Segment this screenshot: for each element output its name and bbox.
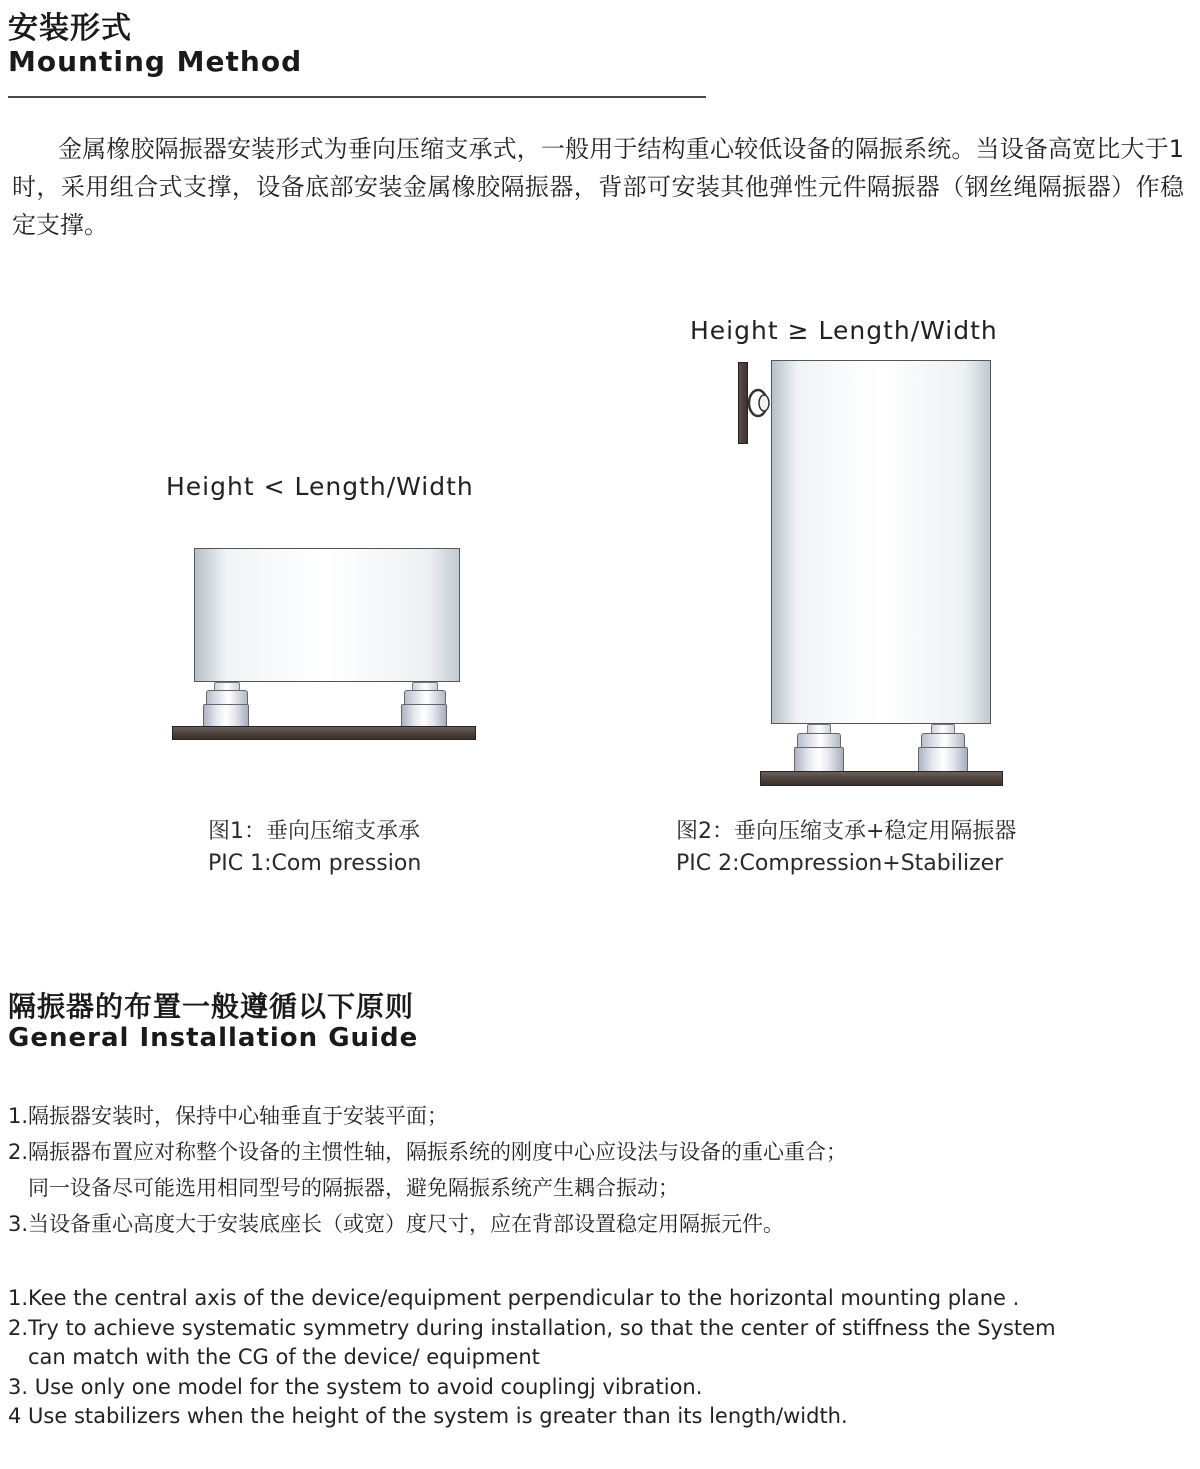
list-item: 3. Use only one model for the system to avoid couplingj vibration. — [8, 1374, 703, 1399]
guide-title-zh: 隔振器的布置一般遵循以下原则 — [8, 990, 415, 1023]
figure1-label: Height < Length/Width — [166, 472, 474, 501]
figure2-caption — [676, 816, 1016, 880]
list-item: 同一设备尽可能选用相同型号的隔振器，避免隔振系统产生耦合振动； — [28, 1176, 679, 1200]
figure1-caption-zh: 图1：垂向压缩支承承 — [208, 819, 420, 844]
equipment-box — [194, 548, 460, 682]
isolator-right-top — [921, 733, 965, 748]
list-item: 2.Try to achieve systematic symmetry during installation, so that the center of stiffness the System — [8, 1315, 1056, 1340]
section-title-zh: 安装形式 — [8, 11, 132, 46]
isolator-right — [918, 747, 968, 773]
figure2-caption-en: PIC 2:Compression+Stabilizer — [676, 851, 1004, 876]
isolator-left-top — [797, 733, 841, 748]
list-item: 4 Use stabilizers when the height of the system is greater than its length/width. — [8, 1404, 848, 1428]
list-item: 3.当设备重心高度大于安装底座长（或宽）度尺寸，应在背部设置稳定用隔振元件。 — [8, 1212, 785, 1236]
guide-list-en — [8, 1284, 1193, 1432]
heading-divider — [8, 96, 706, 98]
list-item: can match with the CG of the device/ equipment — [28, 1345, 540, 1369]
guide-list-zh — [8, 1098, 1188, 1242]
wire-rope-stabilizer — [746, 386, 772, 420]
list-item: 1.Kee the central axis of the device/equipment perpendicular to the horizontal mounting plane . — [8, 1286, 1020, 1310]
tall-equipment-box — [771, 360, 991, 724]
mounting-base — [760, 771, 1003, 786]
isolator-right — [401, 704, 447, 728]
figure1-caption — [208, 816, 421, 880]
figure2-caption-zh: 图2：垂向压缩支承+稳定用隔振器 — [676, 819, 1017, 844]
isolator-left — [794, 747, 844, 773]
figure1-diagram — [170, 548, 480, 743]
isolator-left-top — [206, 690, 248, 705]
mounting-base — [172, 726, 476, 740]
figure2-label: Height ≥ Length/Width — [690, 316, 998, 345]
list-item: 1.隔振器安装时，保持中心轴垂直于安装平面； — [8, 1104, 449, 1128]
figure1-caption-en: PIC 1:Com pression — [208, 851, 422, 876]
isolator-left — [203, 704, 249, 728]
guide-title-en: General Installation Guide — [8, 1023, 419, 1053]
isolator-right-top — [404, 690, 446, 705]
list-item: 2.隔振器布置应对称整个设备的主惯性轴，隔振系统的刚度中心应设法与设备的重心重合； — [8, 1140, 848, 1164]
section-title-en: Mounting Method — [8, 45, 303, 78]
figure2-diagram — [735, 358, 1010, 790]
intro-paragraph: 金属橡胶隔振器安装形式为垂向压缩支承式，一般用于结构重心较低设备的隔振系统。当设备高宽比大于1时，采用组合式支撑，设备底部安装金属橡胶隔振器，背部可安装其他弹性元件隔振器（钢丝绳隔振器）作稳定支撑。 — [12, 135, 1184, 239]
